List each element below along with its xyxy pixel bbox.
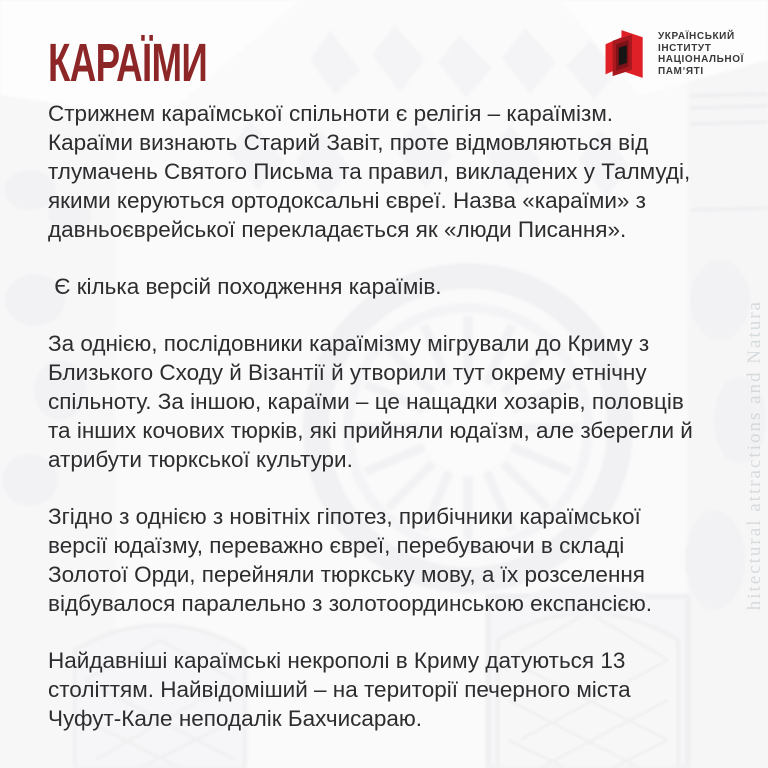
- uinm-logo-line: УКРАЇНСЬКИЙ: [657, 31, 735, 42]
- uinm-logo-icon: [602, 24, 648, 84]
- uinm-logo: [602, 24, 744, 84]
- uinm-logo-wordmark: [658, 24, 744, 77]
- photo-watermark: hitectural attractions and Natura: [744, 300, 765, 611]
- body-paragraph: Найдавніші караїмські некрополі в Криму датуються 13 століттям. Найвідоміший – на території печерного міста Чуфут-Кале неподалік Бахчисараю.: [48, 648, 637, 731]
- uinm-logo-line: ІНСТИТУТ: [657, 42, 712, 54]
- body-paragraph: За однією, послідовники караїмізму мігрували до Криму з Близького Сходу й Візантії й утворили тут окрему етнічну спільноту. За іншою, караїми – це нащадки хозарів, половців та інших кочових тюрків, які прийняли юдаїзм, але зберегли й атрибути тюркської культури.: [48, 331, 700, 472]
- body-paragraph: Згідно з однією з новітніх гіпотез, прибічники караїмської версії юдаїзму, переважно євреї, перебуваючи в складі Золотої Орди, перейняли тюркську мову, а їх розселення відбувалося паралельно з золотоординською експансією.: [48, 504, 652, 616]
- article-body: [48, 99, 704, 761]
- page-title: КАРАЇМИ: [48, 33, 208, 93]
- body-paragraph: Є кілька версій походження караїмів.: [48, 274, 442, 299]
- body-paragraph: Стрижнем караїмської спільноти є релігія – караїмізм. Караїми визнають Старий Завіт, проте відмовляються від тлумачень Святого Письма та правил, викладених у Талмуді, якими керуються ортодоксальні євреї. Назва «караїми» з давньоєврейської перекладається як «люди Писання».: [48, 101, 697, 242]
- header: [48, 30, 744, 93]
- uinm-logo-line: ПАМʼЯТІ: [657, 65, 704, 77]
- uinm-logo-line: НАЦІОНАЛЬНОЇ: [657, 54, 744, 65]
